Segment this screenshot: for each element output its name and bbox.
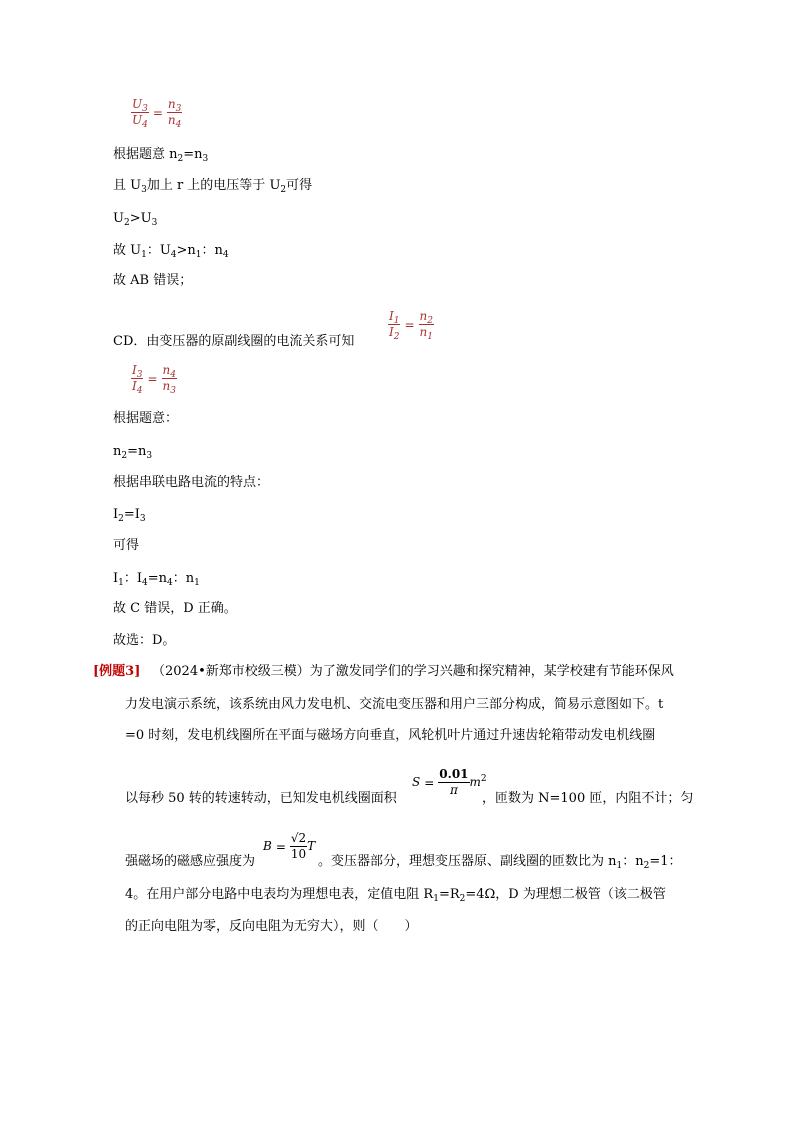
example-tag: [例题3] — [93, 664, 141, 679]
formula-current-ratio-1: $\frac{I_1}{I_2}$ = $\frac{n_2}{n_1}$ — [389, 309, 434, 342]
text-line: $U_2>U_3$ — [113, 211, 158, 228]
example-line-3: =0 时刻，发电机线圈所在平面与磁场方向垂直，风轮机叶片通过升速齿轮箱带动发电机线圈 — [125, 728, 656, 743]
example-line-5b: 。变压器部分，理想变压器原、副线圈的匝数比为 $n_1$：$n_2=1$： — [318, 854, 682, 871]
example-line-4b: ，匝数为 N=100 匝，内阻不计；匀 — [482, 791, 694, 806]
text-line: $I_1$：$I_4=n_4$：$n_1$ — [113, 571, 200, 588]
example-line-5: 强磁场的磁感应强度为 — [125, 854, 256, 869]
text-line: 根据串联电路电流的特点： — [113, 475, 270, 490]
example-line-1: （2024•新郑市校级三模）为了激发同学们的学习兴趣和探究精神，某学校建有节能环保风 — [152, 664, 674, 679]
formula-voltage-ratio: $\frac{U_3}{U_4}$ = $\frac{n_3}{n_4}$ — [132, 97, 182, 130]
formula-area: S = $\frac{0.01}{\pi}$ $m^2$ — [412, 767, 487, 797]
text-line: $n_2=n_3$ — [113, 444, 153, 461]
text-line: $I_2=I_3$ — [113, 507, 146, 524]
formula-current-ratio-2: $\frac{I_3}{I_4}$ = $\frac{n_4}{n_3}$ — [132, 363, 177, 396]
text-line: 可得 — [113, 538, 140, 553]
text-line: 故 AB 错误； — [113, 273, 193, 288]
text-line: 根据题意： — [113, 411, 179, 426]
text-line: 根据题意 $n_2=n_3$ — [113, 147, 209, 164]
example-line-4: 以每秒 50 转的转速转动，已知发电机线圈面积 — [125, 791, 397, 806]
text-line: 故 $U_1$：$U_4>n_1$：$n_4$ — [113, 243, 229, 260]
formula-field: B = $\frac{√2}{10}$ T — [263, 831, 316, 861]
text-line: 且 $U_3$加上 r 上的电压等于 $U_2$可得 — [113, 178, 313, 195]
example-line-2: 力发电演示系统，该系统由风力发电机、交流电变压器和用户三部分构成，简易示意图如下。t — [125, 697, 664, 712]
example-line-6: 4。在用户部分电路中电表均为理想电表，定值电阻 $R_1=R_2=4\Omega$，D 为理想二极管（该二极管 — [125, 887, 666, 904]
text-line: 故 C 错误，D 正确。 — [113, 601, 237, 616]
text-line: 故选：D。 — [113, 633, 176, 648]
text-line: CD．由变压器的原副线圈的电流关系可知 — [113, 334, 355, 349]
example-line-7: 的正向电阻为零，反向电阻为无穷大），则（ ） — [125, 919, 418, 934]
